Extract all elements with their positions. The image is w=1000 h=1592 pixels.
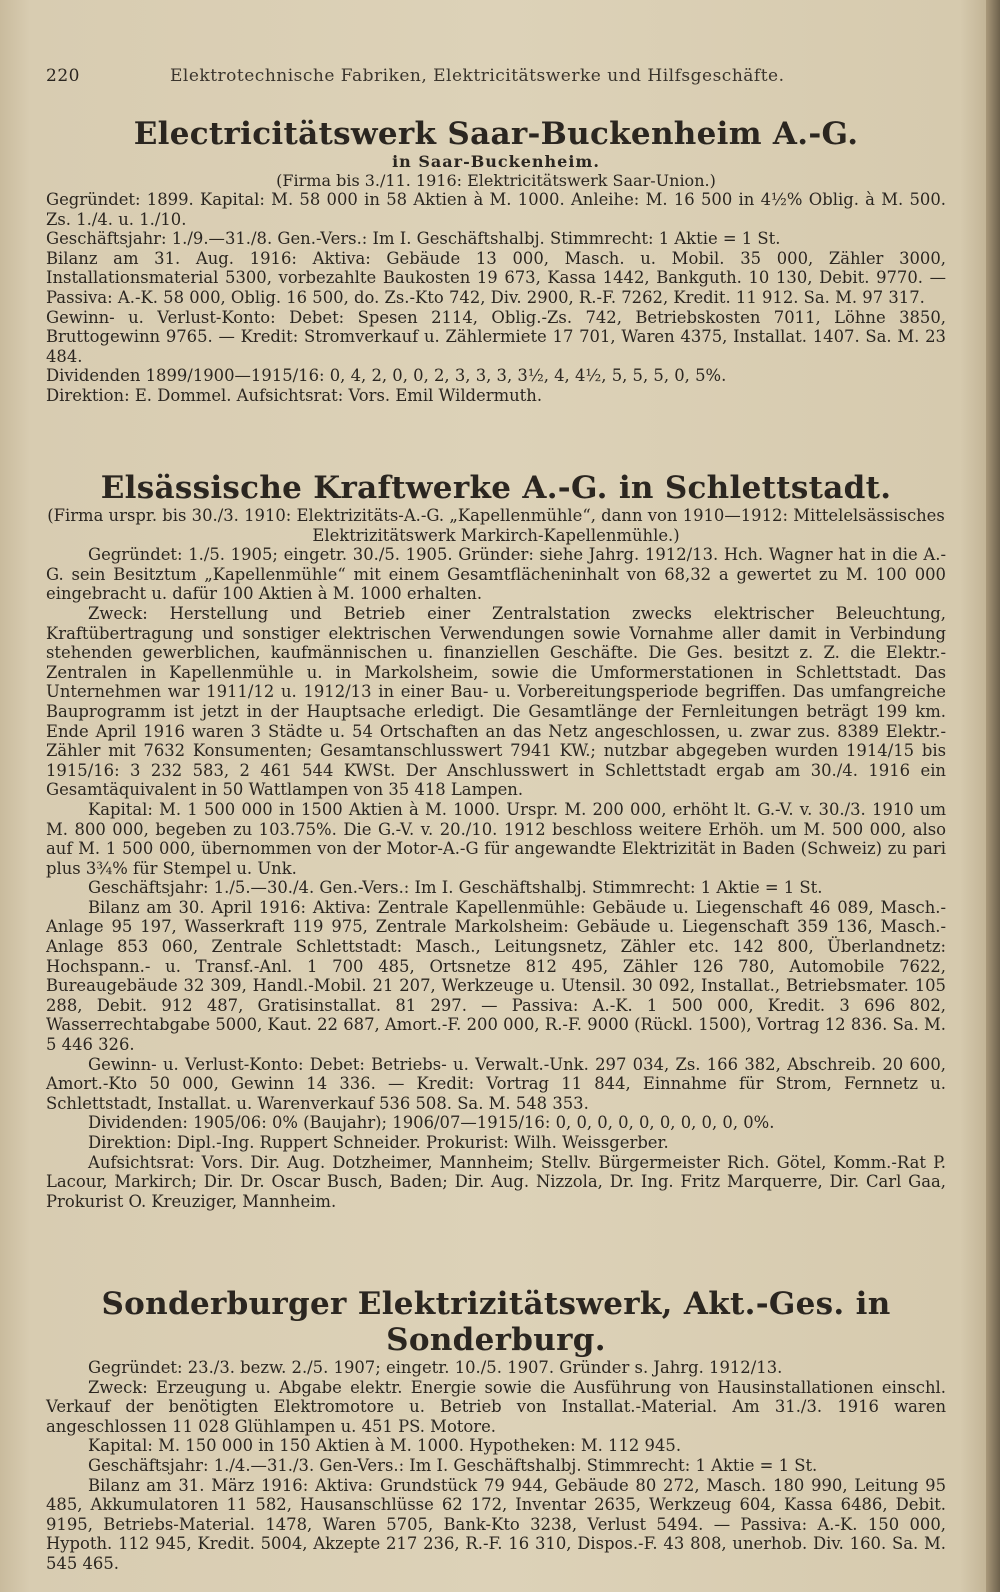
entry-paragraph: Zweck: Erzeugung u. Abgabe elektr. Energie sowie die Ausführung von Hausinstallationen einschl. Verkauf der benötigten Elektromotore u. Betrieb von Installat.-Material. Am 31./3. 1916 waren angeschlossen 11 028 Glühlampen u. 451 PS. Motore. xyxy=(46,1377,946,1436)
entry-line: Dividenden 1899/1900—1915/16: 0, 4, 2, 0, 0, 2, 3, 3, 3, 3½, 4, 4½, 5, 5, 5, 0, 5%. xyxy=(46,366,727,386)
entry-paragraph: Kapital: M. 150 000 in 150 Aktien à M. 1000. Hypotheken: M. 112 945. xyxy=(88,1436,682,1456)
entry-paragraph: Geschäftsjahr: 1./4.—31./3. Gen-Vers.: Im I. Geschäftshalbj. Stimmrecht: 1 Aktie = 1 St. xyxy=(88,1455,818,1475)
company-entry-sonderburger xyxy=(46,1286,946,1574)
company-entry-elsaessische-kraftwerke xyxy=(46,470,946,1211)
entry-line: Geschäftsjahr: 1./9.—31./8. Gen.-Vers.: Im I. Geschäftshalbj. Stimmrecht: 1 Aktie = 1 St. xyxy=(46,229,781,249)
entry-paragraph: Gegründet: 1./5. 1905; eingetr. 30./5. 1905. Gründer: siehe Jahrg. 1912/13. Hch. Wagner hat in die A.-G. sein Besitztum „Kapellenmühle“ mit einem Gesamtflächeninhalt von 68,32 a gewertet zu M. 100 000 eingebracht u. dafür 100 Aktien à M. 1000 erhalten. xyxy=(46,545,946,604)
entry-line: Bilanz am 31. Aug. 1916: Aktiva: Gebäude 13 000, Masch. u. Mobil. 35 000, Zähler 3000, Installationsmaterial 5300, vorbezahlte Baukosten 19 673, Kassa 1442, Bankguth. 10 130, Debit. 9770. — Passiva: A.-K. 58 000, Oblig. 16 500, do. Zs.-Kto 742, Div. 2900, R.-F. 7262, Kredit. 11 912. Sa. M. 97 317. xyxy=(46,248,946,307)
entry-line: Gewinn- u. Verlust-Konto: Debet: Spesen 2114, Oblig.-Zs. 742, Betriebskosten 7011, Löhne 3850, Bruttogewinn 9765. — Kredit: Stromverkauf u. Zählermiete 17 701, Waren 4375, Installat. 1407. Sa. M. 23 484. xyxy=(46,307,946,366)
company-note: (Firma urspr. bis 30./3. 1910: Elektrizitäts-A.-G. „Kapellenmühle“, dann von 1910—1912: Mittelelsässisches Elektrizitätswerk Markirch-Kapellenmühle.) xyxy=(47,506,945,545)
entry-paragraph: Aufsichtsrat: Vors. Dir. Aug. Dotzheimer, Mannheim; Stellv. Bürgermeister Rich. Götel, Komm.-Rat P. Lacour, Markirch; Dir. Dr. Oscar Busch, Baden; Dir. Aug. Nizzola, Dr. Ing. Fritz Marquerre, Dir. Carl Gaa, Prokurist O. Kreuziger, Mannheim. xyxy=(46,1152,946,1211)
entry-paragraph: Geschäftsjahr: 1./5.—30./4. Gen.-Vers.: Im I. Geschäftshalbj. Stimmrecht: 1 Aktie = 1 St. xyxy=(88,878,823,898)
running-title: Elektrotechnische Fabriken, Elektricitätswerke und Hilfsgeschäfte. xyxy=(170,66,785,86)
entry-paragraph: Gewinn- u. Verlust-Konto: Debet: Betriebs- u. Verwalt.-Unk. 297 034, Zs. 166 382, Abschreib. 20 600, Amort.-Kto 50 000, Gewinn 14 336. — Kredit: Vortrag 11 844, Einnahme für Strom, Fernnetz u. Schlettstadt, Installat. u. Warenverkauf 536 508. Sa. M. 548 353. xyxy=(46,1054,946,1113)
entry-paragraph: Kapital: M. 1 500 000 in 1500 Aktien à M. 1000. Urspr. M. 200 000, erhöht lt. G.-V. v. 30./3. 1910 um M. 800 000, begeben zu 103.75%. Die G.-V. v. 20./10. 1912 beschloss weitere Erhöh. um M. 500 000, also auf M. 1 500 000, übernommen von der Motor-A.-G für angewandte Elektrizität in Baden (Schweiz) zu pari plus 3¾% für Stempel u. Unk. xyxy=(46,799,946,878)
entry-paragraph: Bilanz am 30. April 1916: Aktiva: Zentrale Kapellenmühle: Gebäude u. Liegenschaft 46 089, Masch.-Anlage 95 197, Wasserkraft 119 975, Zentrale Markolsheim: Gebäude u. Liegenschaft 359 136, Masch.-Anlage 853 060, Zentrale Schlettstadt: Masch., Leitungsnetz, Zähler etc. 142 800, Überlandnetz: Hochspann.- u. Transf.-Anl. 1 700 485, Ortsnetze 812 495, Zähler 126 780, Automobile 7622, Bureaugebäude 32 309, Handl.-Mobil. 21 207, Werkzeuge u. Utensil. 30 092, Installat., Betriebsmater. 105 288, Debit. 912 487, Gratisinstallat. 81 297. — Passiva: A.-K. 1 500 000, Kredit. 3 696 802, Wasserrechtabgabe 5000, Kaut. 22 687, Amort.-F. 200 000, R.-F. 9000 (Rückl. 1500), Vortrag 12 836. Sa. M. 5 446 326. xyxy=(46,897,946,1055)
company-note: (Firma bis 3./11. 1916: Elektricitätswerk Saar-Union.) xyxy=(276,171,716,190)
entry-line: Direktion: E. Dommel. Aufsichtsrat: Vors. Emil Wildermuth. xyxy=(46,385,543,405)
entry-line: Gegründet: 1899. Kapital: M. 58 000 in 58 Aktien à M. 1000. Anleihe: M. 16 500 in 4½% Oblig. à M. 500. Zs. 1./4. u. 1./10. xyxy=(46,190,946,229)
entry-paragraph: Zweck: Herstellung und Betrieb einer Zentralstation zwecks elektrischer Beleuchtung, Kraftübertragung und sonstiger elektrischen Verwendungen sowie Vornahme aller damit in Verbindung stehenden gewerblichen, kaufmännischen u. finanziellen Geschäfte. Die Ges. besitzt z. Z. die Elektr.-Zentralen in Kapellenmühle u. in Markolsheim, sowie die Umformerstationen in Schlettstadt. Das Unternehmen war 1911/12 u. 1912/13 in einer Bau- u. Vorbereitungsperiode begriffen. Das umfangreiche Bauprogramm ist jetzt in der Hauptsache erledigt. Die Gesamtlänge der Fernleitungen beträgt 199 km. Ende April 1916 waren 3 Städte u. 54 Ortschaften an das Netz angeschlossen, u. zwar zus. 8389 Elektr.-Zähler mit 7632 Konsumenten; Gesamtanschlusswert 7941 KW.; nutzbar abgegeben wurden 1914/15 bis 1915/16: 3 232 583, 2 461 544 KWSt. Der Anschlusswert in Schlettstadt ergab am 30./4. 1916 ein Gesamtäquivalent in 50 Wattlampen von 35 418 Lampen. xyxy=(46,603,946,800)
entry-paragraph: Dividenden: 1905/06: 0% (Baujahr); 1906/07—1915/16: 0, 0, 0, 0, 0, 0, 0, 0, 0, 0%. xyxy=(88,1113,775,1133)
entry-paragraph: Bilanz am 31. März 1916: Aktiva: Grundstück 79 944, Gebäude 80 272, Masch. 180 990, Leitung 95 485, Akkumulatoren 11 582, Hausanschlüsse 62 172, Inventar 2635, Werkzeug 604, Kassa 6486, Debit. 9195, Betriebs-Material. 1478, Waren 5705, Bank-Kto 3238, Verlust 5494. — Passiva: A.-K. 150 000, Hypoth. 112 945, Kredit. 5004, Akzepte 217 236, R.-F. 16 310, Dispos.-F. 43 808, unerhob. Div. 160. Sa. M. 545 465. xyxy=(46,1475,946,1573)
entry-paragraph: Direktion: Dipl.-Ing. Ruppert Schneider. Prokurist: Wilh. Weissgerber. xyxy=(88,1133,669,1152)
company-location: in Saar-Buckenheim. xyxy=(392,152,600,171)
entry-paragraph: Gegründet: 23./3. bezw. 2./5. 1907; eingetr. 10./5. 1907. Gründer s. Jahrg. 1912/13. xyxy=(88,1358,783,1377)
book-spine-edge xyxy=(986,0,1000,1592)
company-title: Electricitätswerk Saar-Buckenheim A.-G. xyxy=(133,116,859,152)
company-title: Sonderburger Elektrizitätswerk, Akt.-Ges. in Sonderburg. xyxy=(101,1286,891,1358)
page-number: 220 xyxy=(46,66,80,86)
company-title: Elsässische Kraftwerke A.-G. in Schlettstadt. xyxy=(100,470,892,506)
company-entry-saar-buckenheim xyxy=(46,116,946,406)
